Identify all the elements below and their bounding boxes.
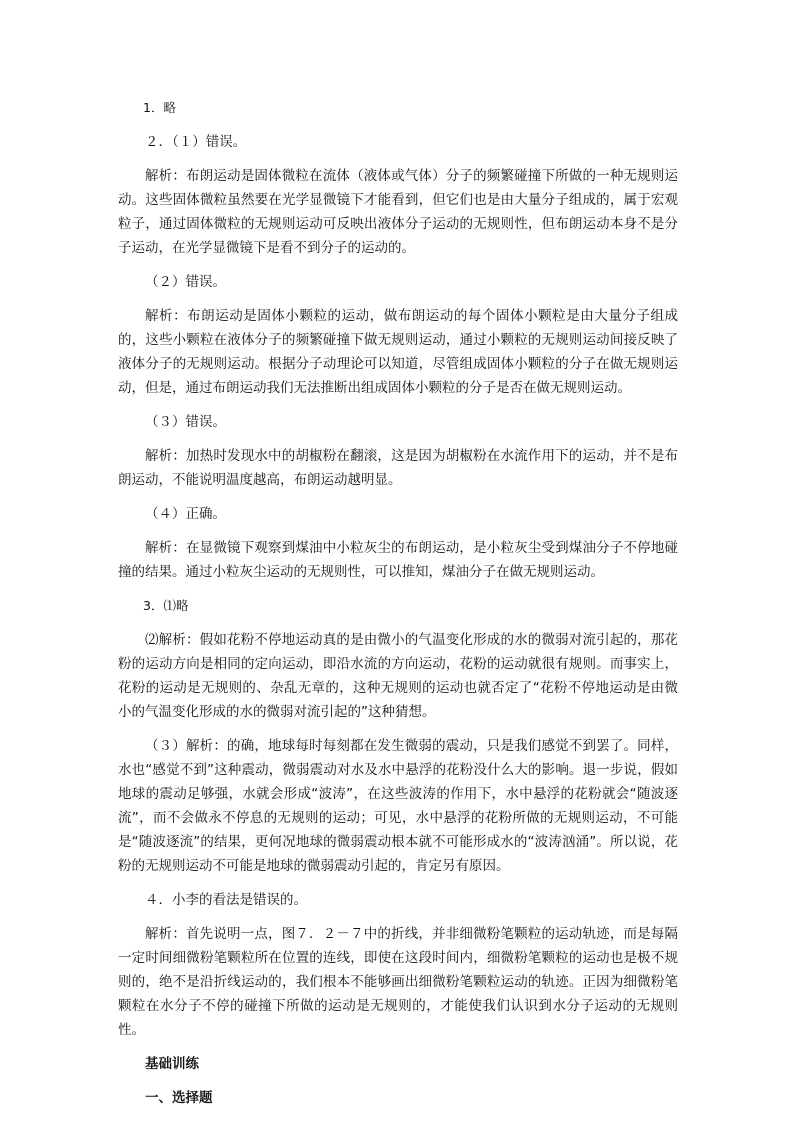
document-page	[118, 96, 678, 1120]
section-heading-basic-training: 基础训练	[145, 1056, 199, 1072]
answer-2-4-analysis: 解析：在显微镜下观察到煤油中小粒灰尘的布朗运动，是小粒灰尘受到煤油分子不停地碰撞的结果。通过小粒灰尘运动的无规则性，可以推知，煤油分子在做无规则运动。	[118, 540, 678, 580]
answer-2-1-title: ２．（１）错误。	[145, 134, 247, 150]
answer-3-2-analysis: ⑵解析：假如花粉不停地运动真的是由微小的气温变化形成的水的微弱对流引起的，那花粉的运动方向是相同的定向运动，即沿水流的方向运动，花粉的运动就很有规则。而事实上，花粉的运动是无规则的、杂乱无章的，这种无规则的运动也就否定了“花粉不停地运动是由微小的气温变化形成的水的微弱对流引起的”这种猜想。	[118, 632, 678, 720]
answer-2-3-title: （３）错误。	[145, 414, 226, 430]
answer-4-analysis: 解析：首先说明一点，图７．２－７中的折线，并非细微粉笔颗粒的运动轨迹，而是每隔一定时间细微粉笔颗粒所在位置的连线，即使在这段时间内，细微粉笔颗粒的运动也是极不规则的，绝不是沿折线运动的，我们根本不能够画出细微粉笔颗粒运动的轨迹。正因为细微粉笔颗粒在水分子不停的碰撞下所做的运动是无规则的，才能使我们认识到水分子运动的无规则性。	[118, 926, 678, 1038]
answer-1: 1．略	[143, 100, 176, 115]
answer-2-1-analysis: 解析：布朗运动是固体微粒在流体（液体或气体）分子的频繁碰撞下所做的一种无规则运动。这些固体微粒虽然要在光学显微镜下才能看到，但它们也是由大量分子组成的，属于宏观粒子，通过固体微粒的无规则运动可反映出液体分子运动的无规则性，但布朗运动本身不是分子运动，在光学显微镜下是看不到分子的运动的。	[118, 168, 678, 256]
answer-3-3-analysis: （３）解析：的确，地球每时每刻都在发生微弱的震动，只是我们感觉不到罢了。同样，水也“感觉不到”这种震动，微弱震动对水及水中悬浮的花粉没什么大的影响。退一步说，假如地球的震动足够强，水就会形成“波涛”，在这些波涛的作用下，水中悬浮的花粉就会“随波逐流”，而不会做永不停息的无规则的运动；可见，水中悬浮的花粉所做的无规则运动，不可能是“随波逐流”的结果，更何况地球的微弱震动根本就不可能形成水的“波涛汹涌”。所以说，花粉的无规则运动不可能是地球的微弱震动引起的，肯定另有原因。	[118, 738, 678, 874]
answer-2-4-title: （４）正确。	[145, 506, 226, 522]
section-heading-choice-questions: 一、选择题	[145, 1090, 213, 1106]
answer-2-3-analysis: 解析：加热时发现水中的胡椒粉在翻滚，这是因为胡椒粉在水流作用下的运动，并不是布朗运动，不能说明温度越高，布朗运动越明显。	[118, 448, 678, 488]
answer-2-2-analysis: 解析：布朗运动是固体小颗粒的运动，做布朗运动的每个固体小颗粒是由大量分子组成的，这些小颗粒在液体分子的频繁碰撞下做无规则运动，通过小颗粒的无规则运动间接反映了液体分子的无规则运动。根据分子动理论可以知道，尽管组成固体小颗粒的分子在做无规则运动，但是，通过布朗运动我们无法推断出组成固体小颗粒的分子是否在做无规则运动。	[118, 308, 678, 396]
answer-4-title: ４．小李的看法是错误的。	[145, 892, 307, 908]
answer-2-2-title: （２）错误。	[145, 274, 226, 290]
answer-3-1: 3．⑴略	[143, 598, 189, 613]
